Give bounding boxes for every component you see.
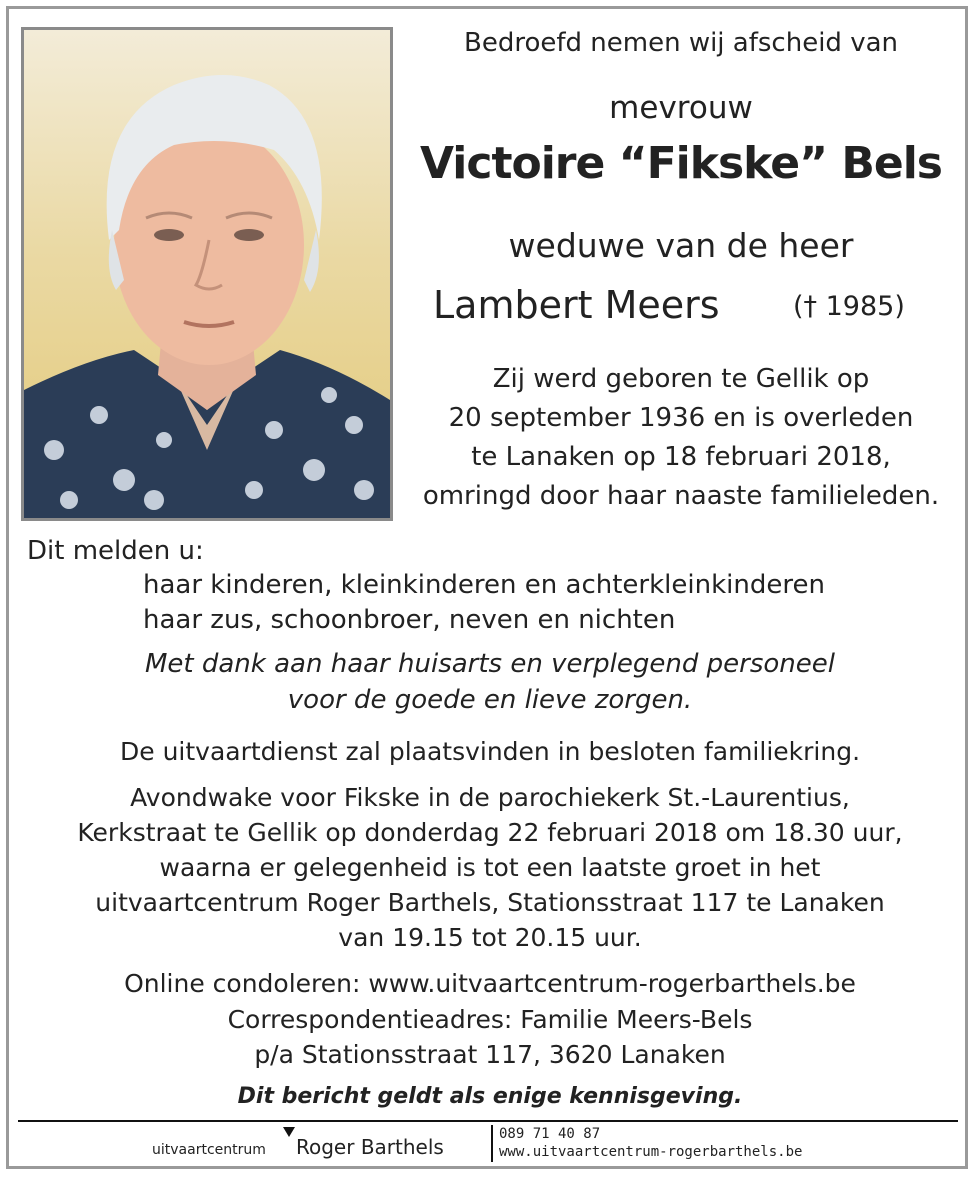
logo-triangle-icon [283,1127,295,1137]
life-line: 20 september 1936 en is overleden [448,403,914,433]
announcer-line: haar kinderen, kleinkinderen en achterkleinkinderen [143,570,825,600]
deceased-name: Victoire “Fikske” Bels [420,138,942,189]
spouse-intro: weduwe van de heer [508,226,854,265]
title-prefix: mevrouw [609,90,753,126]
life-line: Zij werd geboren te Gellik op [492,364,870,394]
life-line: omringd door haar naaste familieleden. [422,481,940,511]
announcers-heading: Dit melden u: [27,536,204,566]
online-condolence: Online condoleren: www.uitvaartcentrum-rogerbarthels.be [124,969,856,998]
footer-separator [491,1125,493,1162]
correspondence-address: Correspondentieadres: Familie Meers-Bels [227,1005,753,1034]
service-line: De uitvaartdienst zal plaatsvinden in besloten familiekring. [119,737,861,766]
notice-text: Dit bericht geldt als enige kennisgeving. [237,1084,743,1109]
footer-divider [18,1120,958,1122]
footer-prefix: uitvaartcentrum [152,1142,266,1158]
thanks-line: voor de goede en lieve zorgen. [287,685,693,715]
footer-name: Roger Barthels [296,1135,444,1159]
service-line: Kerkstraat te Gellik op donderdag 22 februari 2018 om 18.30 uur, [77,818,903,847]
footer-website: www.uitvaartcentrum-rogerbarthels.be [499,1144,803,1160]
service-line: van 19.15 tot 20.15 uur. [338,923,642,952]
announcer-line: haar zus, schoonbroer, neven en nichten [143,605,676,635]
footer-phone: 089 71 40 87 [499,1126,601,1142]
service-line: waarna er gelegenheid is tot een laatste groet in het [159,853,821,882]
life-line: te Lanaken op 18 februari 2018, [471,442,891,472]
service-line: uitvaartcentrum Roger Barthels, Stationsstraat 117 te Lanaken [95,888,885,917]
portrait-photo [21,27,393,521]
thanks-line: Met dank aan haar huisarts en verplegend personeel [144,649,835,679]
intro-text: Bedroefd nemen wij afscheid van [464,28,898,58]
correspondence-street: p/a Stationsstraat 117, 3620 Lanaken [254,1040,726,1069]
service-line: Avondwake voor Fikske in de parochiekerk St.-Laurentius, [130,783,850,812]
spouse-name: Lambert Meers [433,283,720,327]
spouse-death-year: († 1985) [793,291,905,322]
